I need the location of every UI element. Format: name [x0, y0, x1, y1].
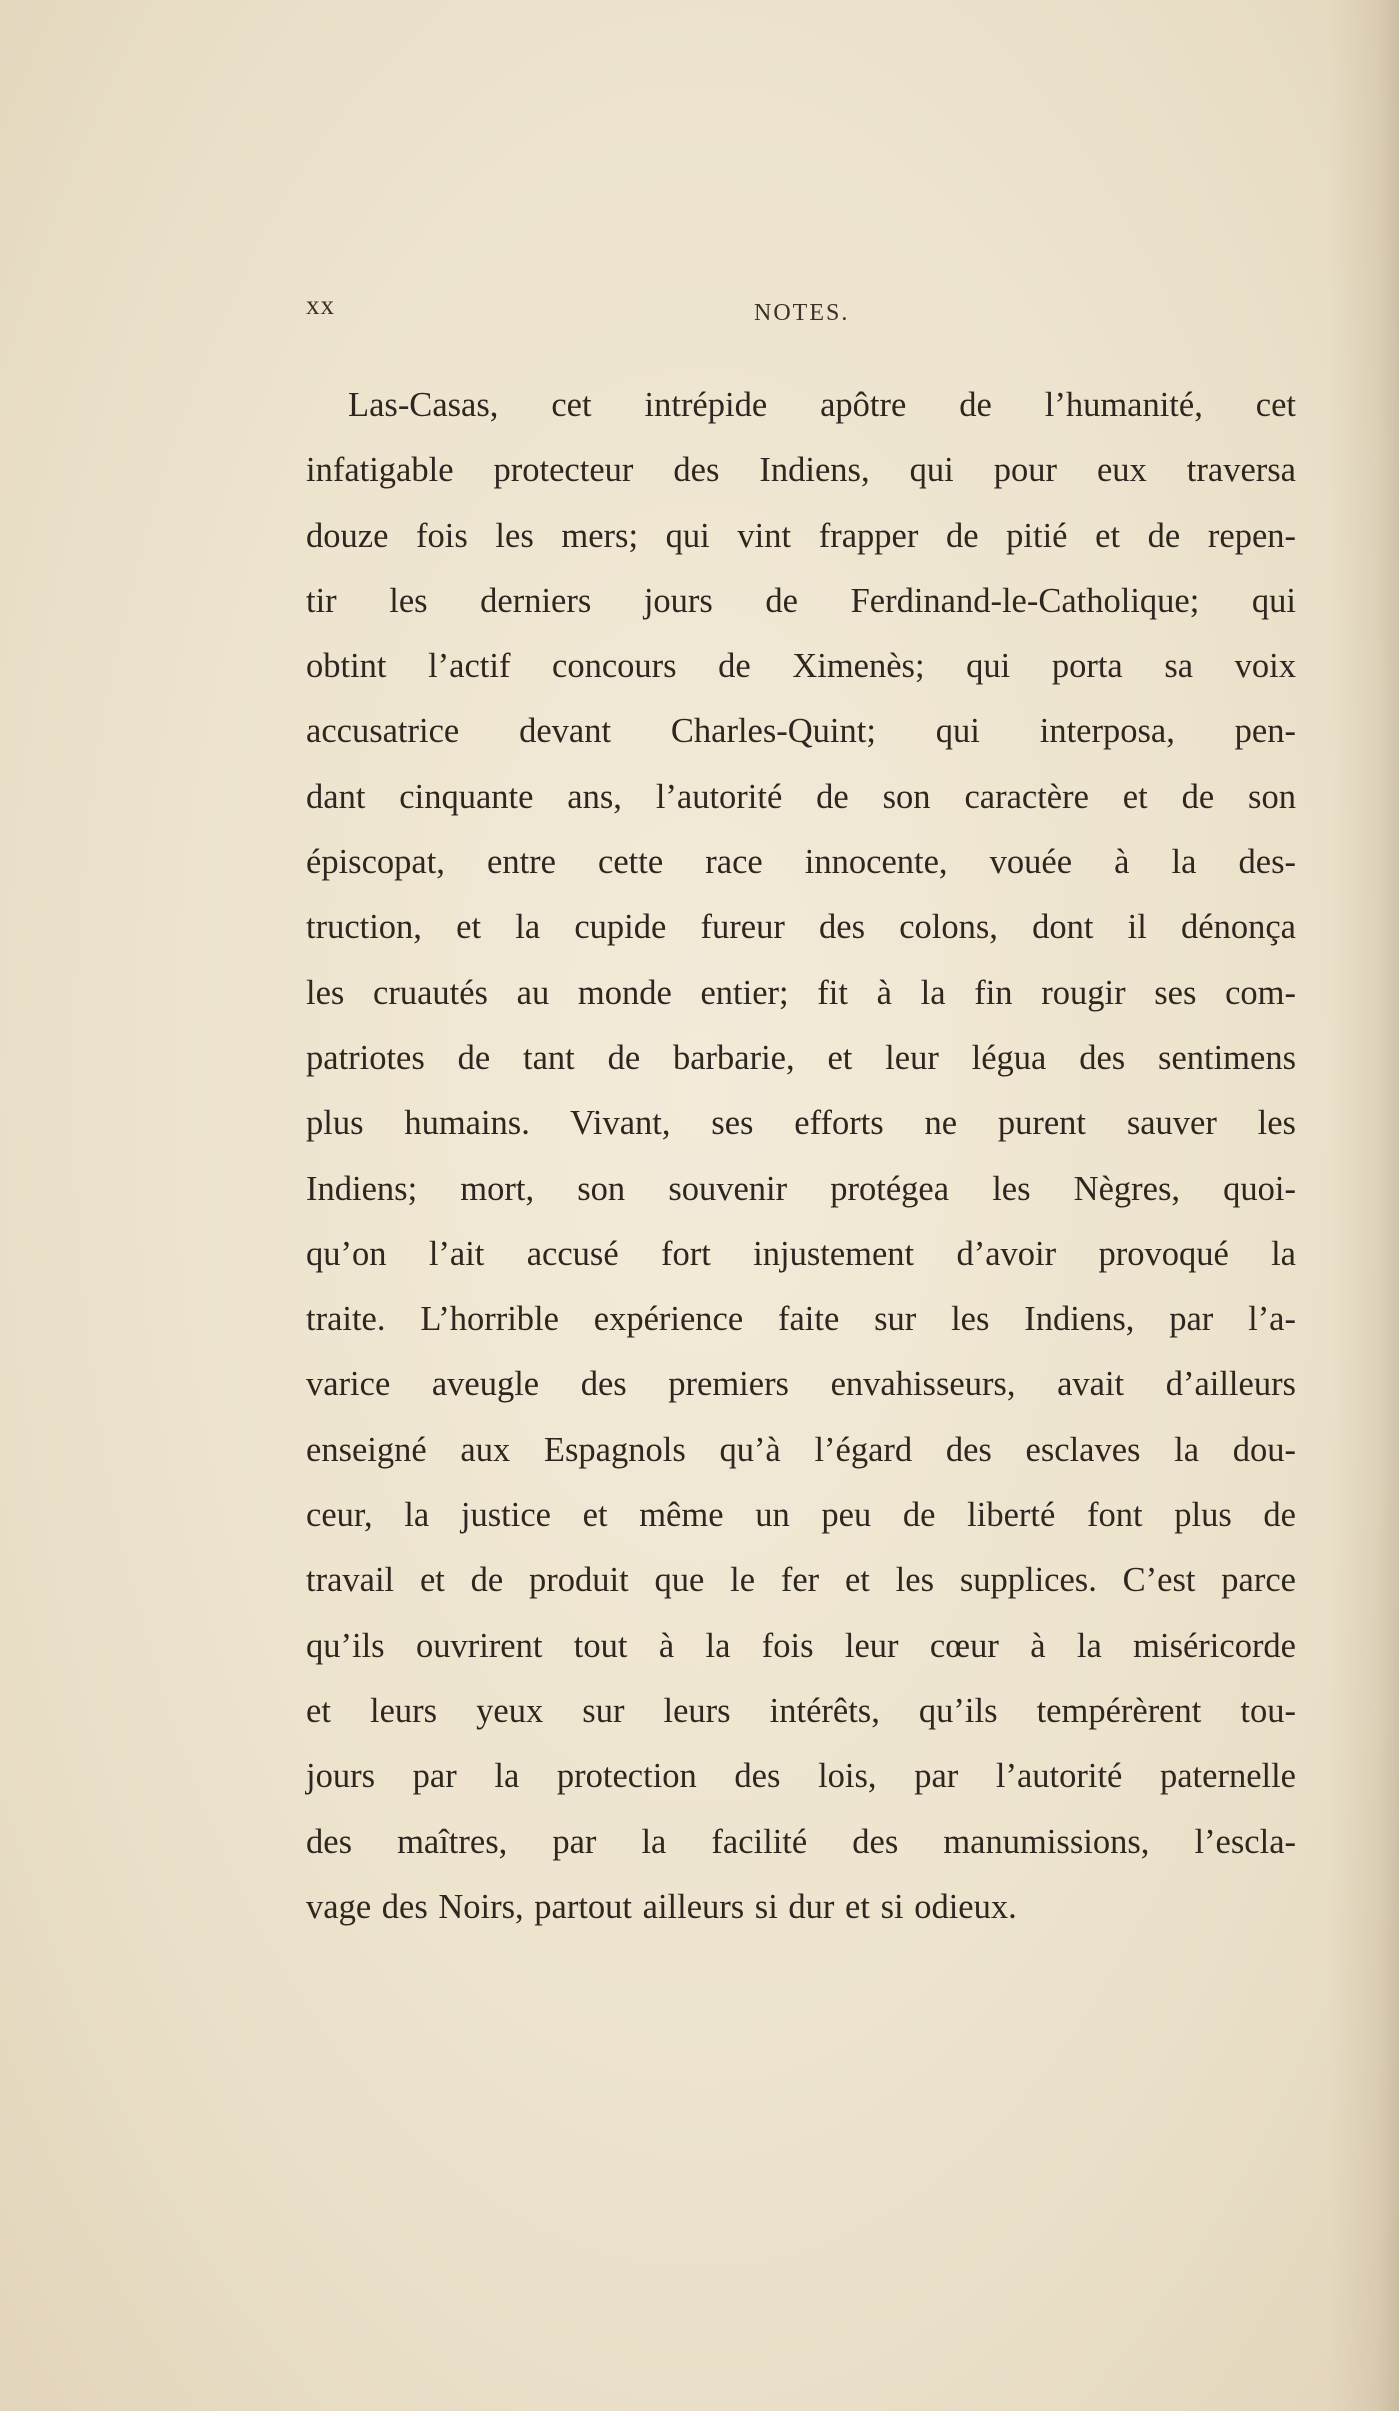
text-line: et leurs yeux sur leurs intérêts, qu’ils tempérèrent tou- — [306, 1691, 1296, 1730]
text-line: vage des Noirs, partout ailleurs si dur et si odieux. — [306, 1887, 1017, 1926]
body-paragraph — [306, 373, 1296, 1940]
text-line: qu’ils ouvrirent tout à la fois leur cœur à la miséricorde — [306, 1626, 1296, 1665]
text-line: enseigné aux Espagnols qu’à l’égard des esclaves la dou- — [306, 1430, 1296, 1469]
text-line: dant cinquante ans, l’autorité de son caractère et de son — [306, 777, 1296, 816]
text-line: jours par la protection des lois, par l’autorité paternelle — [306, 1757, 1296, 1796]
text-line: accusatrice devant Charles-Quint; qui interposa, pen- — [306, 712, 1296, 751]
text-line: travail et de produit que le fer et les supplices. C’est parce — [306, 1561, 1296, 1600]
text-line: traite. L’horrible expérience faite sur les Indiens, par l’a- — [306, 1300, 1296, 1339]
text-line: Las-Casas, cet intrépide apôtre de l’humanité, cet — [348, 386, 1296, 424]
running-head: NOTES. — [754, 300, 850, 326]
text-line: les cruautés au monde entier; fit à la fin rougir ses com- — [306, 973, 1296, 1012]
text-line: tir les derniers jours de Ferdinand-le-Catholique; qui — [306, 581, 1296, 620]
page-edge-shadow — [1329, 0, 1399, 2411]
text-line: Indiens; mort, son souvenir protégea les Nègres, quoi- — [306, 1169, 1296, 1208]
text-line: épiscopat, entre cette race innocente, vouée à la des- — [306, 843, 1296, 882]
page-number: xx — [306, 290, 335, 320]
text-line: obtint l’actif concours de Ximenès; qui porta sa voix — [306, 647, 1296, 686]
text-line: ceur, la justice et même un peu de liberté font plus de — [306, 1496, 1296, 1535]
text-line: qu’on l’ait accusé fort injustement d’avoir provoqué la — [306, 1234, 1296, 1273]
text-line: varice aveugle des premiers envahisseurs, avait d’ailleurs — [306, 1365, 1296, 1404]
text-line: truction, et la cupide fureur des colons, dont il dénonça — [306, 908, 1296, 947]
page-header — [306, 290, 1296, 330]
text-line: patriotes de tant de barbarie, et leur légua des sentimens — [306, 1038, 1296, 1077]
text-line: des maîtres, par la facilité des manumissions, l’escla- — [306, 1822, 1296, 1861]
text-line: douze fois les mers; qui vint frapper de pitié et de repen- — [306, 516, 1296, 555]
text-line: infatigable protecteur des Indiens, qui pour eux traversa — [306, 451, 1296, 490]
text-line: plus humains. Vivant, ses efforts ne purent sauver les — [306, 1104, 1296, 1143]
